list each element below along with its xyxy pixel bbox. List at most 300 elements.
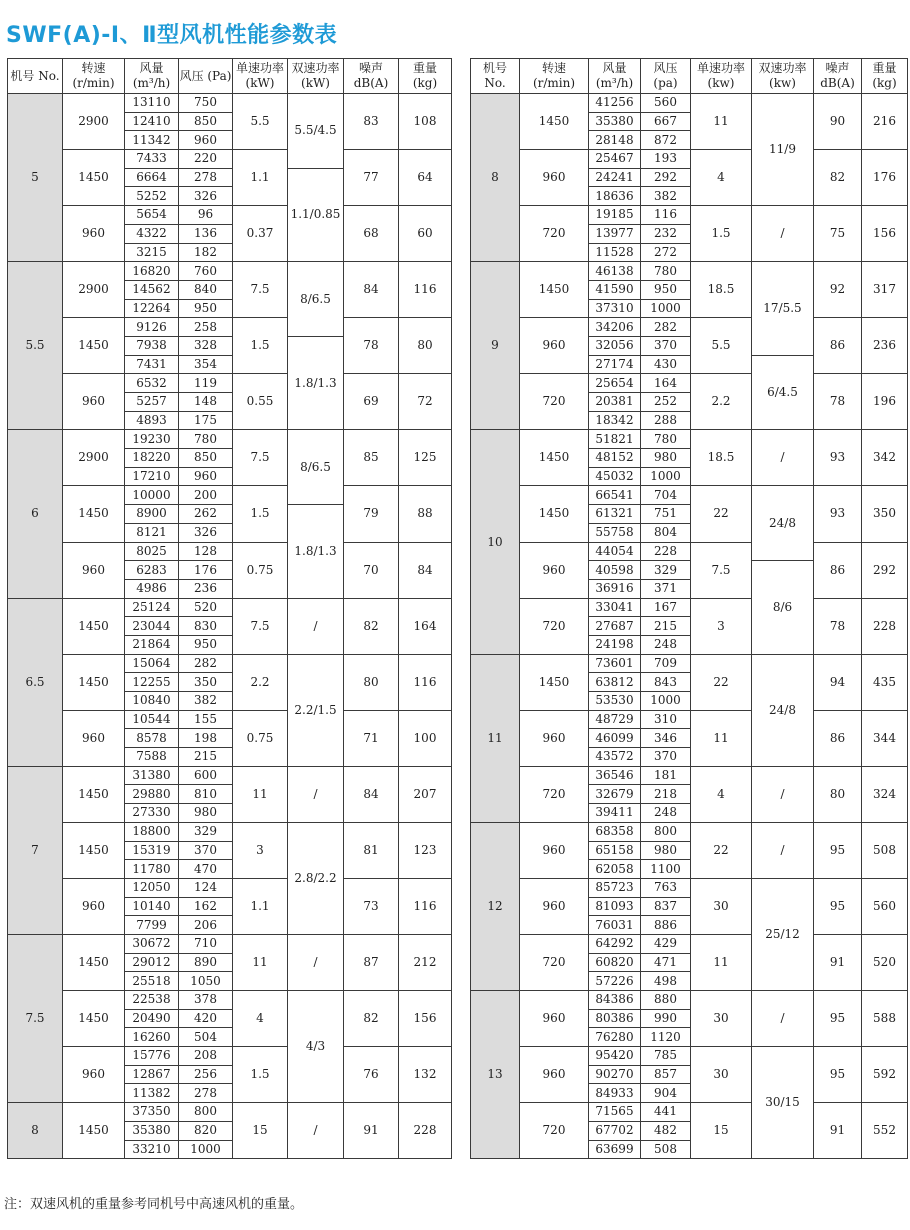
pressure-cell: 258 [179,318,233,337]
weight-cell: 116 [399,878,452,934]
model-no-cell: 6.5 [8,598,63,766]
dual-power-cell: 4/3 [288,991,344,1103]
airflow-cell: 27174 [589,355,641,374]
dual-power-cell: 24/8 [752,654,814,766]
pressure-cell: 904 [641,1084,691,1103]
header-weight: 重量 (kg) [862,59,908,94]
airflow-cell: 46099 [589,729,641,748]
airflow-cell: 31380 [125,766,179,785]
noise-cell: 73 [344,878,399,934]
pressure-cell: 310 [641,710,691,729]
weight-cell: 196 [862,374,908,430]
dual-power-cell: / [288,598,344,654]
weight-cell: 588 [862,991,908,1047]
dual-power-cell: 8/6.5 [288,262,344,337]
single-power-cell: 7.5 [691,542,752,598]
airflow-cell: 7799 [125,916,179,935]
pressure-cell: 886 [641,916,691,935]
noise-cell: 70 [344,542,399,598]
single-power-cell: 11 [691,934,752,990]
dual-power-cell: 2.8/2.2 [288,822,344,934]
single-power-cell: 5.5 [233,94,288,150]
pressure-cell: 1120 [641,1028,691,1047]
pressure-cell: 371 [641,579,691,598]
single-power-cell: 0.75 [233,542,288,598]
pressure-cell: 780 [641,262,691,281]
pressure-cell: 382 [641,187,691,206]
table-row [471,150,908,169]
weight-cell: 216 [862,94,908,150]
single-power-cell: 4 [691,150,752,206]
pressure-cell: 248 [641,804,691,823]
single-power-cell: 1.5 [691,206,752,262]
dual-power-cell: 1.8/1.3 [288,505,344,598]
pressure-cell: 272 [641,243,691,262]
airflow-cell: 67702 [589,1121,641,1140]
pressure-cell: 252 [641,393,691,412]
pressure-cell: 482 [641,1121,691,1140]
table-row [471,934,908,953]
weight-cell: 156 [862,206,908,262]
speed-cell: 1450 [63,991,125,1047]
airflow-cell: 32056 [589,336,641,355]
speed-cell: 720 [520,598,589,654]
single-power-cell: 4 [233,991,288,1047]
airflow-cell: 4322 [125,224,179,243]
weight-cell: 100 [399,710,452,766]
table-row [471,374,908,393]
weight-cell: 592 [862,1047,908,1103]
pressure-cell: 218 [641,785,691,804]
pressure-cell: 785 [641,1047,691,1066]
airflow-cell: 18636 [589,187,641,206]
airflow-cell: 12410 [125,112,179,131]
speed-cell: 720 [520,1103,589,1159]
model-no-cell: 7.5 [8,934,63,1102]
pressure-cell: 980 [641,841,691,860]
airflow-cell: 76280 [589,1028,641,1047]
single-power-cell: 2.2 [691,374,752,430]
pressure-cell: 167 [641,598,691,617]
speed-cell: 1450 [520,486,589,542]
pressure-cell: 950 [179,635,233,654]
table-row [8,598,452,617]
pressure-cell: 600 [179,766,233,785]
pressure-cell: 950 [179,299,233,318]
airflow-cell: 3215 [125,243,179,262]
single-power-cell: 30 [691,991,752,1047]
airflow-cell: 29012 [125,953,179,972]
airflow-cell: 60820 [589,953,641,972]
weight-cell: 228 [862,598,908,654]
airflow-cell: 34206 [589,318,641,337]
table-row [8,318,452,337]
speed-cell: 960 [63,542,125,598]
airflow-cell: 76031 [589,916,641,935]
speed-cell: 960 [63,374,125,430]
weight-cell: 84 [399,542,452,598]
dual-power-cell: / [288,1103,344,1159]
header-single-power: 单速功率 (kw) [691,59,752,94]
airflow-cell: 65158 [589,841,641,860]
dual-power-cell: 1.1/0.85 [288,168,344,261]
dual-power-cell: 24/8 [752,486,814,561]
speed-cell: 1450 [63,934,125,990]
dual-power-cell: 8/6.5 [288,430,344,505]
airflow-cell: 36916 [589,579,641,598]
speed-cell: 1450 [520,430,589,486]
table-row [8,766,452,785]
dual-power-cell: 2.2/1.5 [288,654,344,766]
airflow-cell: 63699 [589,1140,641,1159]
speed-cell: 960 [520,822,589,878]
airflow-cell: 11382 [125,1084,179,1103]
airflow-cell: 68358 [589,822,641,841]
speed-cell: 960 [63,710,125,766]
pressure-cell: 162 [179,897,233,916]
table-row [471,206,908,225]
weight-cell: 156 [399,991,452,1047]
header-speed: 转速 (r/min) [63,59,125,94]
airflow-cell: 90270 [589,1065,641,1084]
single-power-cell: 4 [691,766,752,822]
pressure-cell: 843 [641,673,691,692]
airflow-cell: 20381 [589,393,641,412]
noise-cell: 79 [344,486,399,542]
table-row [8,710,452,729]
dual-power-cell: 17/5.5 [752,262,814,355]
pressure-cell: 292 [641,168,691,187]
airflow-cell: 18342 [589,411,641,430]
airflow-cell: 36546 [589,766,641,785]
table-row [8,878,452,897]
weight-cell: 560 [862,878,908,934]
noise-cell: 71 [344,710,399,766]
noise-cell: 91 [814,934,862,990]
pressure-cell: 236 [179,579,233,598]
pressure-cell: 850 [179,112,233,131]
airflow-cell: 12264 [125,299,179,318]
pressure-cell: 96 [179,206,233,225]
airflow-cell: 33210 [125,1140,179,1159]
airflow-cell: 37350 [125,1103,179,1122]
airflow-cell: 73601 [589,654,641,673]
airflow-cell: 11342 [125,131,179,150]
airflow-cell: 23044 [125,617,179,636]
pressure-cell: 278 [179,1084,233,1103]
dual-power-cell: 8/6 [752,561,814,654]
pressure-cell: 370 [641,748,691,767]
weight-cell: 207 [399,766,452,822]
pressure-cell: 850 [179,449,233,468]
noise-cell: 84 [344,766,399,822]
single-power-cell: 1.1 [233,150,288,206]
weight-cell: 108 [399,94,452,150]
weight-cell: 125 [399,430,452,486]
pressure-cell: 1000 [641,692,691,711]
airflow-cell: 10840 [125,692,179,711]
pressure-cell: 346 [641,729,691,748]
dual-power-cell: / [752,766,814,822]
speed-cell: 960 [63,206,125,262]
airflow-cell: 6664 [125,168,179,187]
airflow-cell: 27687 [589,617,641,636]
pressure-cell: 837 [641,897,691,916]
speed-cell: 1450 [520,94,589,150]
pressure-cell: 208 [179,1047,233,1066]
airflow-cell: 21864 [125,635,179,654]
speed-cell: 960 [520,878,589,934]
model-no-cell: 5 [8,94,63,262]
pressure-cell: 350 [179,673,233,692]
airflow-cell: 5257 [125,393,179,412]
weight-cell: 60 [399,206,452,262]
pressure-cell: 248 [641,635,691,654]
single-power-cell: 0.75 [233,710,288,766]
airflow-cell: 28148 [589,131,641,150]
noise-cell: 68 [344,206,399,262]
speed-cell: 1450 [63,318,125,374]
airflow-cell: 41256 [589,94,641,113]
airflow-cell: 25467 [589,150,641,169]
speed-cell: 960 [520,1047,589,1103]
airflow-cell: 4986 [125,579,179,598]
pressure-cell: 220 [179,150,233,169]
weight-cell: 520 [862,934,908,990]
model-no-cell: 13 [471,991,520,1159]
airflow-cell: 18800 [125,822,179,841]
pressure-cell: 256 [179,1065,233,1084]
noise-cell: 86 [814,318,862,374]
airflow-cell: 25124 [125,598,179,617]
pressure-cell: 960 [179,467,233,486]
weight-cell: 292 [862,542,908,598]
single-power-cell: 11 [691,710,752,766]
pressure-cell: 1000 [641,299,691,318]
table-row [471,430,908,449]
airflow-cell: 20490 [125,1009,179,1028]
pressure-cell: 780 [641,430,691,449]
pressure-cell: 800 [641,822,691,841]
speed-cell: 1450 [63,766,125,822]
airflow-cell: 45032 [589,467,641,486]
airflow-cell: 10544 [125,710,179,729]
header-dual-power: 双速功率 (kw) [752,59,814,94]
pressure-cell: 760 [179,262,233,281]
pressure-cell: 200 [179,486,233,505]
airflow-cell: 62058 [589,860,641,879]
weight-cell: 116 [399,262,452,318]
header-model-no: 机号 No. [471,59,520,94]
speed-cell: 2900 [63,262,125,318]
noise-cell: 82 [344,598,399,654]
airflow-cell: 35380 [125,1121,179,1140]
pressure-cell: 232 [641,224,691,243]
pressure-cell: 282 [179,654,233,673]
dual-power-cell: 25/12 [752,878,814,990]
single-power-cell: 1.5 [233,318,288,374]
noise-cell: 95 [814,1047,862,1103]
airflow-cell: 7588 [125,748,179,767]
speed-cell: 1450 [63,822,125,878]
weight-cell: 344 [862,710,908,766]
weight-cell: 164 [399,598,452,654]
weight-cell: 342 [862,430,908,486]
airflow-cell: 27330 [125,804,179,823]
header-row [471,59,908,94]
airflow-cell: 95420 [589,1047,641,1066]
noise-cell: 82 [344,991,399,1047]
airflow-cell: 8578 [125,729,179,748]
airflow-cell: 25654 [589,374,641,393]
airflow-cell: 14562 [125,280,179,299]
pressure-cell: 329 [179,822,233,841]
pressure-cell: 520 [179,598,233,617]
table-row [471,486,908,505]
single-power-cell: 0.37 [233,206,288,262]
airflow-cell: 7938 [125,336,179,355]
weight-cell: 435 [862,654,908,710]
noise-cell: 85 [344,430,399,486]
model-no-cell: 5.5 [8,262,63,430]
pressure-cell: 830 [179,617,233,636]
airflow-cell: 6532 [125,374,179,393]
model-no-cell: 7 [8,766,63,934]
airflow-cell: 6283 [125,561,179,580]
table-row [8,934,452,953]
single-power-cell: 3 [691,598,752,654]
pressure-cell: 804 [641,523,691,542]
pressure-cell: 136 [179,224,233,243]
table-row [8,542,452,561]
dual-power-cell: 30/15 [752,1047,814,1159]
pressure-cell: 980 [179,804,233,823]
model-no-cell: 11 [471,654,520,822]
speed-cell: 960 [520,710,589,766]
airflow-cell: 8900 [125,505,179,524]
dual-power-cell: / [752,822,814,878]
speed-cell: 960 [520,542,589,598]
pressure-cell: 890 [179,953,233,972]
weight-cell: 132 [399,1047,452,1103]
airflow-cell: 11780 [125,860,179,879]
header-airflow: 风量 (m³/h) [589,59,641,94]
weight-cell: 508 [862,822,908,878]
table-row [471,878,908,897]
airflow-cell: 19230 [125,430,179,449]
airflow-cell: 5252 [125,187,179,206]
airflow-cell: 15776 [125,1047,179,1066]
single-power-cell: 30 [691,1047,752,1103]
noise-cell: 78 [344,318,399,374]
weight-cell: 212 [399,934,452,990]
airflow-cell: 12255 [125,673,179,692]
airflow-cell: 44054 [589,542,641,561]
model-no-cell: 8 [8,1103,63,1159]
header-single-power: 单速功率 (kW) [233,59,288,94]
airflow-cell: 41590 [589,280,641,299]
noise-cell: 78 [814,598,862,654]
weight-cell: 64 [399,150,452,206]
pressure-cell: 198 [179,729,233,748]
airflow-cell: 8121 [125,523,179,542]
weight-cell: 123 [399,822,452,878]
page-title: SWF(A)-Ⅰ、Ⅱ型风机性能参数表 [6,23,338,48]
airflow-cell: 10000 [125,486,179,505]
pressure-cell: 329 [641,561,691,580]
airflow-cell: 48729 [589,710,641,729]
airflow-cell: 5654 [125,206,179,225]
airflow-cell: 66541 [589,486,641,505]
noise-cell: 84 [344,262,399,318]
airflow-cell: 12050 [125,878,179,897]
header-noise: 噪声 dB(A) [344,59,399,94]
pressure-cell: 206 [179,916,233,935]
pressure-cell: 1100 [641,860,691,879]
airflow-cell: 16260 [125,1028,179,1047]
noise-cell: 95 [814,822,862,878]
dual-power-cell: / [752,991,814,1047]
single-power-cell: 0.55 [233,374,288,430]
speed-cell: 1450 [63,654,125,710]
pressure-cell: 193 [641,150,691,169]
table-row [471,991,908,1010]
pressure-cell: 282 [641,318,691,337]
dual-power-cell: / [752,206,814,262]
single-power-cell: 11 [691,94,752,150]
pressure-cell: 763 [641,878,691,897]
airflow-cell: 15064 [125,654,179,673]
single-power-cell: 18.5 [691,430,752,486]
pressure-cell: 560 [641,94,691,113]
airflow-cell: 29880 [125,785,179,804]
pressure-cell: 471 [641,953,691,972]
pressure-cell: 119 [179,374,233,393]
pressure-cell: 278 [179,168,233,187]
table-row [8,94,452,113]
pressure-cell: 872 [641,131,691,150]
model-no-cell: 8 [471,94,520,262]
speed-cell: 960 [520,150,589,206]
single-power-cell: 2.2 [233,654,288,710]
pressure-cell: 508 [641,1140,691,1159]
dual-power-cell: 1.8/1.3 [288,336,344,429]
airflow-cell: 80386 [589,1009,641,1028]
pressure-cell: 176 [179,561,233,580]
table-row [8,150,452,169]
airflow-cell: 25518 [125,972,179,991]
pressure-cell: 810 [179,785,233,804]
single-power-cell: 22 [691,822,752,878]
model-no-cell: 9 [471,262,520,430]
single-power-cell: 15 [691,1103,752,1159]
airflow-cell: 30672 [125,934,179,953]
single-power-cell: 30 [691,878,752,934]
airflow-cell: 8025 [125,542,179,561]
noise-cell: 87 [344,934,399,990]
left-spec-table [7,58,452,1159]
table-row [8,991,452,1010]
pressure-cell: 429 [641,934,691,953]
airflow-cell: 39411 [589,804,641,823]
pressure-cell: 840 [179,280,233,299]
noise-cell: 95 [814,878,862,934]
airflow-cell: 12867 [125,1065,179,1084]
airflow-cell: 46138 [589,262,641,281]
pressure-cell: 704 [641,486,691,505]
dual-power-cell: 6/4.5 [752,355,814,430]
weight-cell: 552 [862,1103,908,1159]
